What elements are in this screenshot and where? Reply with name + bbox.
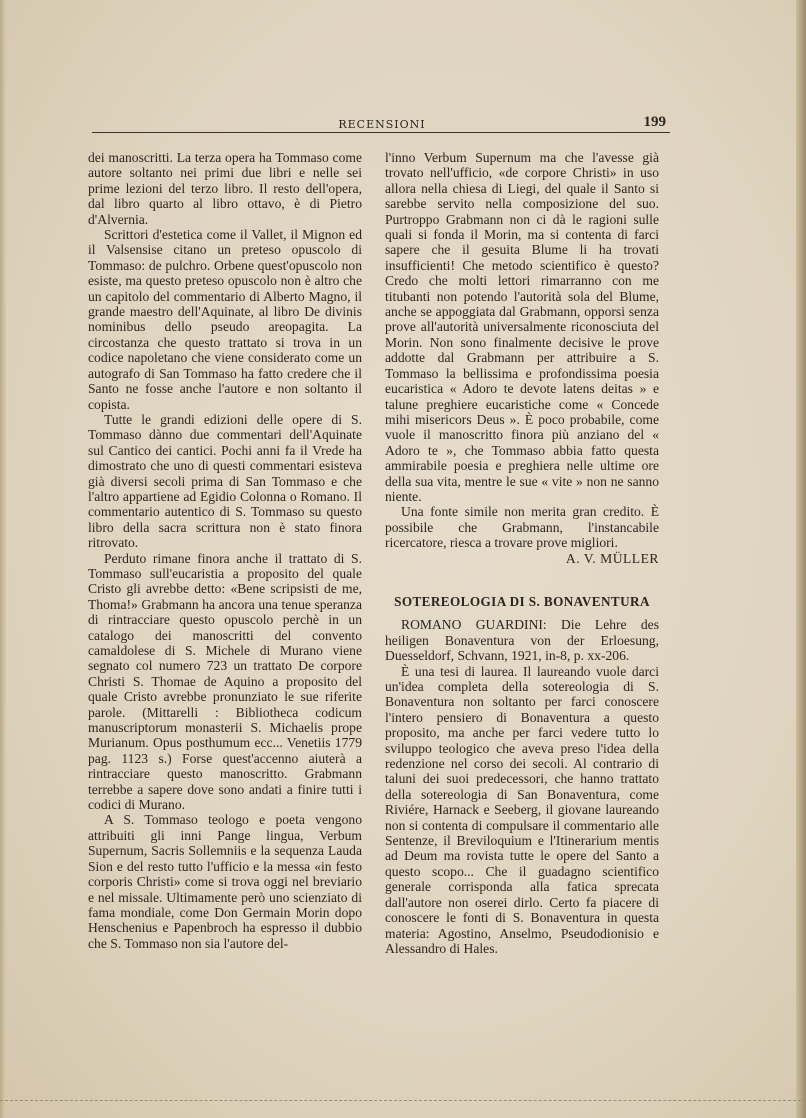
- paragraph: È una tesi di laurea. Il laureando vuole darci un'idea completa della sotereologia di S. Bonaventura non soltanto per farci conoscere l'intero pensiero di Bonaventura a questo proposito, ma anche per farci vedere tutto lo sviluppo teologico che aveva preso l'idea della redenzione nel corso dei secoli. Al contrario di taluni dei suoi predecessori, che hanno trattato della sotereologia di San Bonaventura, come Riviére, Harnack e Seeberg, il giovane laureando non si contenta di compulsare il commentario alle Sentenze, il Breviloquium e l'Itinerarium mentis ad Deum ma rovista tutte le opere del Santo a questo scopo... Che il guadagno scientifico generale corrisponda alla fatica sprecata dall'autore non oserei dirlo. Certo fa piacere di conoscere le fonti di S. Bonaventura in questa materia: Agostino, Anselmo, Pseudodionisio e Alessandro di Hales.: [385, 663, 659, 956]
- paragraph: l'inno Verbum Supernum ma che l'avesse già trovato nell'ufficio, «de corpore Christi» in uso allora nella chiesa di Liegi, del quale il Santo si sarebbe servito nella composizione del suo. Purtroppo Grabmann non ci dà le ragioni sulle quali si fonda il Morin, ma si contenta di farci sapere che il gesuita Blume li ha trovati insufficienti! Che metodo scientifico è questo? Credo che molti lettori rimarranno con me titubanti non potendo l'autorità sola del Blume, anche se appoggiata dal Grabmann, opporsi senza prove all'autorità universalmente riconosciuta del Morin. Non sono finalmente decisive le prove addotte dal Grabmann per attribuire a S. Tommaso la bellissima e profondissima poesia eucaristica « Adoro te devote latens deitas » e talune preghiere eucaristiche come « Concede mihi misericors Deus ». È poco probabile, come vuole il manoscritto finora più anziano del « Adoro te », che Tommaso abbia fatto questa ammirabile poesia e preghiera nelle ultime ore della sua vita, mentre le sue « vite » non ne sanno niente.: [385, 150, 659, 504]
- left-column: [88, 150, 362, 951]
- paragraph: A S. Tommaso teologo e poeta vengono attribuiti gli inni Pange lingua, Verbum Supernum, Sacris Sollemniis e la sequenza Lauda Sion e del resto tutto l'ufficio e la messa «in festo corporis Christi» come si trova oggi nel breviario e nel missale. Ultimamente però uno scienziato di fama mondiale, come Don Germain Morin dopo Henschenius e Papenbroch ha espresso il dubbio che S. Tommaso non sia l'autore del-: [88, 812, 362, 951]
- running-title: RECENSIONI: [338, 118, 426, 131]
- paragraph: Una fonte simile non merita gran credito. È possibile che Grabmann, l'instancabile ricercatore, riesca a trovare prove migliori.: [385, 504, 659, 551]
- bibliographic-entry: ROMANO GUARDINI: Die Lehre des heiligen Bonaventura von der Erloesung, Duesseldorf, Schvann, 1921, in-8, p. xx-206.: [385, 617, 659, 664]
- paragraph: Scrittori d'estetica come il Vallet, il Mignon ed il Valsensise citano un preteso opuscolo di Tommaso: de pulchro. Orbene quest'opuscolo non esiste, ma questo preteso opuscolo non è altro che un capitolo del commentario di Alberto Magno, il grande maestro dell'Aquinate, al libro De divinis nominibus dello pseudo areopagita. La circostanza che questo trattato si trova in un codice napoletano che viene considerato come un autografo di San Tommaso ha fatto credere che il Santo ne fosse anche l'autore e non soltanto il copista.: [88, 227, 362, 412]
- section-heading: SOTEREOLOGIA DI S. BONAVENTURA: [394, 593, 650, 609]
- paragraph: Tutte le grandi edizioni delle opere di S. Tommaso dànno due commentari dell'Aquinate sul Cantico dei cantici. Pochi anni fa il Vrede ha dimostrato che uno di questi commentari esisteva già diversi secoli prima di San Tommaso e che l'altro appartiene ad Egidio Colonna o Romano. Il commentario autentico di S. Tommaso su questo libro della sacra scrittura non è stato finora ritrovato.: [88, 411, 362, 551]
- paragraph: dei manoscritti. La terza opera ha Tommaso come autore soltanto nei primi due libri e nelle sei prime lezioni del terzo libro. Il resto dell'opera, dal libro quarto al libro ottavo, è di Pietro d'Alvernia.: [88, 150, 362, 227]
- paragraph: Perduto rimane finora anche il trattato di S. Tommaso sull'eucaristia a proposito del quale Cristo gli avrebbe detto: «Bene scripsisti de me, Thoma!» Grabmann ha ancora una tenue speranza di rintracciare questo opuscolo perchè in un catalogo dei manoscritti del convento camaldolese di S. Michele di Murano viene segnato col numero 723 un trattato De corpore Christi S. Thomae de Aquino a proposito del quale Cristo avrebbe pronunziato le sue riferite parole. (Mittarelli : Bibliotheca codicum manuscriptorum monasterii S. Michaelis prope Murianum. Opus posthumum ecc... Venetiis 1779 pag. 1123 s.) Forse quest'accenno aiuterà a rintracciare questo manoscritto. Grabmann terrebbe a sapere dove sono andati a finire tutti i codici di Murano.: [88, 550, 362, 813]
- page-number: 199: [643, 114, 666, 130]
- header-rule: [92, 132, 670, 133]
- page-bottom-edge: [0, 1100, 806, 1101]
- page-left-edge: [0, 0, 6, 1118]
- right-column: [385, 150, 659, 956]
- page-right-edge: [796, 0, 806, 1118]
- review-signature: A. V. MÜLLER: [565, 550, 659, 566]
